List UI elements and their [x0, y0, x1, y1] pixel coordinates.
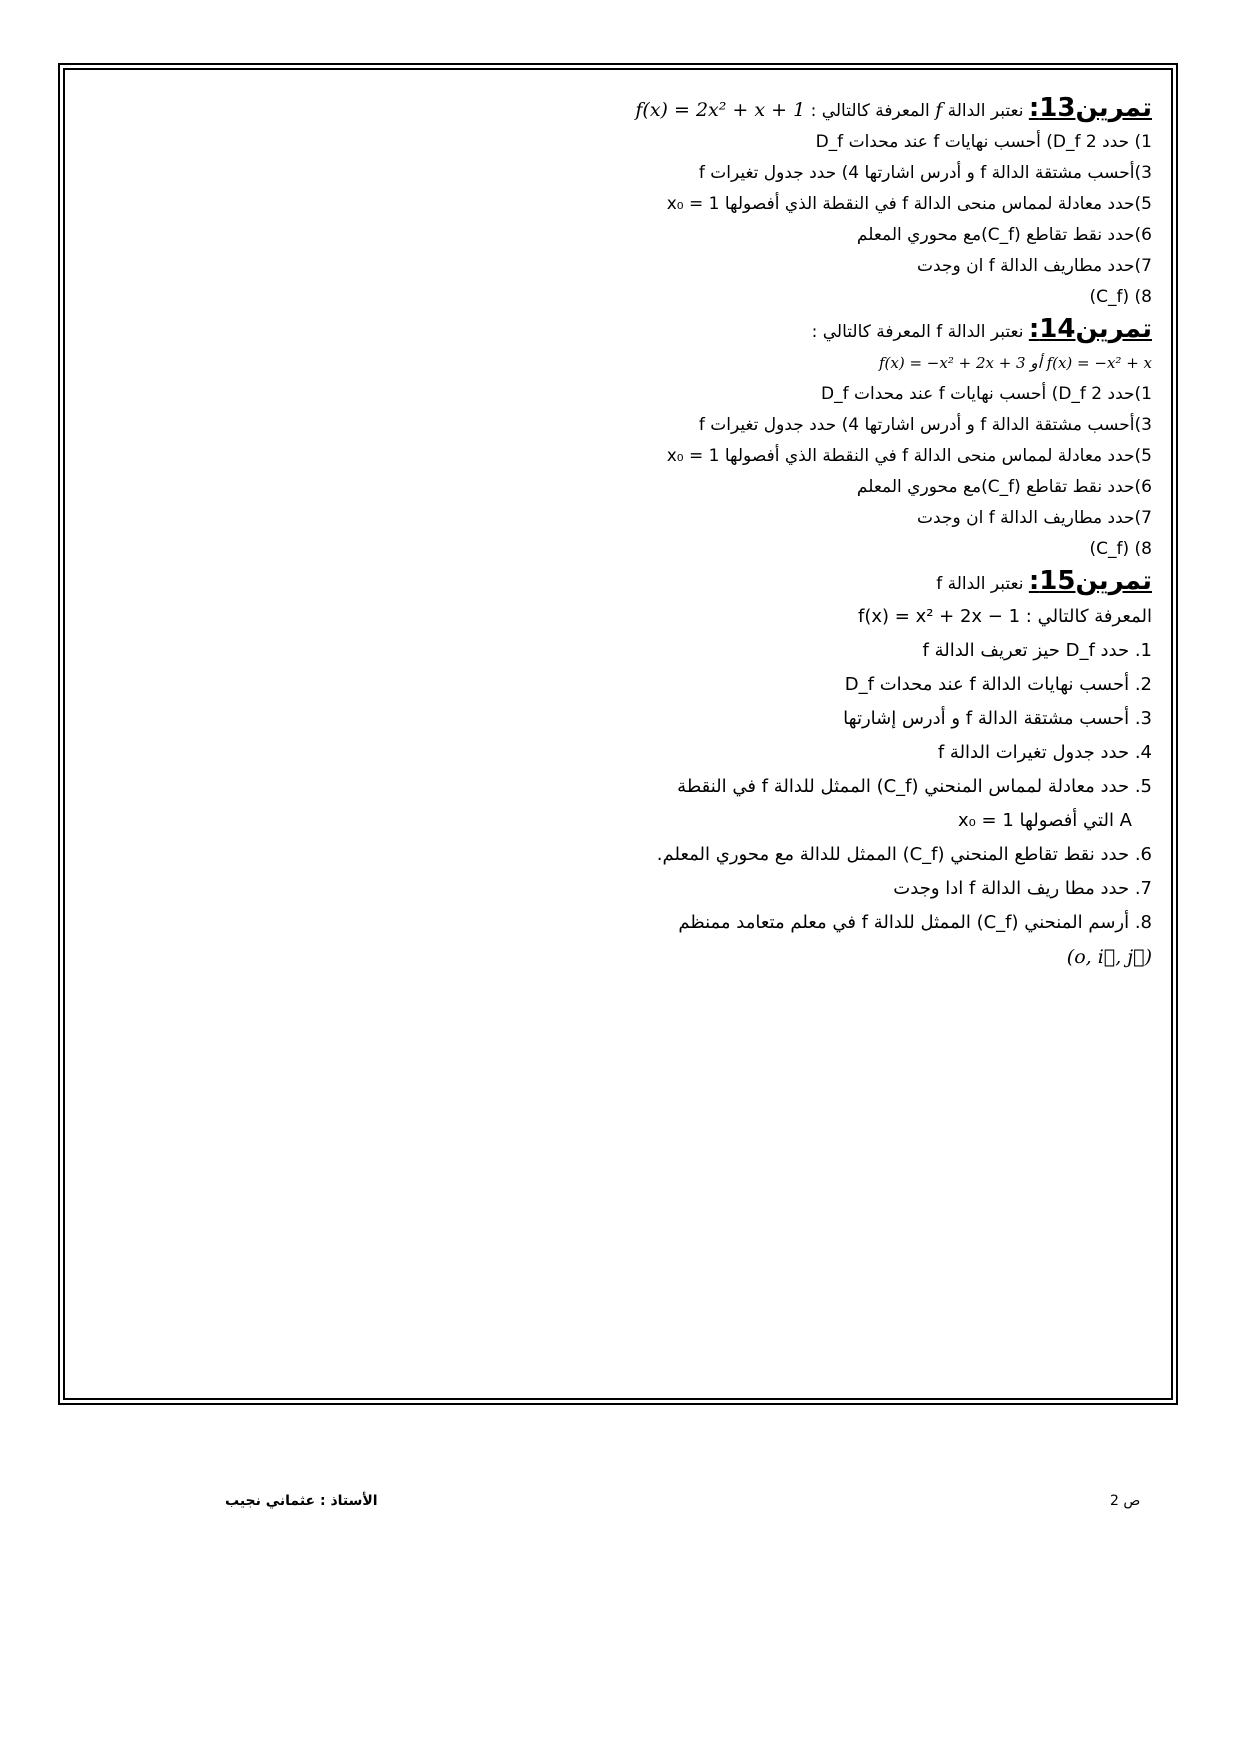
exercise-13-line-2: 3)أحسب مشتقة الدالة f و أدرس اشارتها 4) حدد جدول تغيرات f: [698, 163, 1152, 183]
exercise-13-intro2: المعرفة كالتالي :: [810, 101, 930, 121]
exercise-15-heading: تمرين15:: [1028, 566, 1152, 596]
exercise-14-line-5: 7)حدد مطاريف الدالة f ان وجدت: [917, 508, 1152, 528]
exercise-13-line-1: 1) حدد D_f 2) أحسب نهايات f عند محدات D_f: [815, 132, 1152, 152]
exercise-15-intro: نعتبر الدالة f: [936, 574, 1024, 594]
exercise-15-item-2: 2. أحسب نهايات الدالة f عند محدات D_f: [844, 674, 1152, 695]
exercise-14-line-3: 5)حدد معادلة لمماس منحى الدالة f في النقطة الذي أفصولها x₀ = 1: [666, 446, 1152, 466]
exercise-13: [592, 92, 1152, 313]
exercise-13-intro: نعتبر الدالة: [947, 101, 1024, 121]
exercise-14-line-1: 1)حدد D_f 2) أحسب نهايات f عند محدات D_f: [821, 384, 1152, 404]
exercise-14-formula: f(x) = −x² + 2x + 3 أو f(x) = −x² + x: [878, 354, 1152, 372]
exercise-13-heading: تمرين13:: [1028, 93, 1152, 123]
exercise-13-formula: f(x) = 2x² + x + 1: [635, 99, 806, 121]
exercise-13-line-5: 7)حدد مطاريف الدالة f ان وجدت: [917, 256, 1152, 276]
exercise-14-line-4: 6)حدد نقط تقاطع (C_f)مع محوري المعلم: [856, 477, 1152, 497]
exercise-14-title-line: [592, 313, 1152, 348]
exercise-15-item-7: 7. حدد مطا ريف الدالة f ادا وجدت: [893, 878, 1152, 899]
exercise-15-item-1: 1. حدد D_f حيز تعريف الدالة f: [922, 640, 1152, 661]
exercise-14-heading: تمرين14:: [1028, 314, 1152, 344]
exercise-15-title-line: [592, 565, 1152, 600]
exercise-15-item-4: 4. حدد جدول تغيرات الدالة f: [937, 742, 1152, 763]
exercise-13-line-3: 5)حدد معادلة لمماس منحى الدالة f في النقطة الذي أفصولها x₀ = 1: [666, 194, 1152, 214]
footer-page-number: ص 2: [1110, 1493, 1141, 1509]
footer-teacher: الأستاذ : عثماني نجيب: [225, 1493, 378, 1509]
exercise-14: [592, 313, 1152, 565]
exercise-13-line-4: 6)حدد نقط تقاطع (C_f)مع محوري المعلم: [856, 225, 1152, 245]
exercise-14-line-2: 3)أحسب مشتقة الدالة f و أدرس اشارتها 4) حدد جدول تغيرات f: [698, 415, 1152, 435]
exercise-15-item-8-cont: (o, i⃗, j⃗): [1066, 946, 1152, 968]
exercise-14-line-6: 8) (C_f): [1089, 539, 1152, 559]
exercise-15-formula-line: المعرفة كالتالي : f(x) = x² + 2x − 1: [858, 606, 1152, 627]
exercise-13-title-line: تمرين13: نعتبر الدالة f المعرفة كالتالي : f(x) = 2x² + x + 1: [592, 92, 1152, 127]
exercise-14-intro: نعتبر الدالة f المعرفة كالتالي :: [811, 322, 1024, 342]
exercise-15-item-8: 8. أرسم المنحني (C_f) الممثل للدالة f في معلم متعامد ممنظم: [678, 912, 1152, 933]
exercise-15-item-3: 3. أحسب مشتقة الدالة f و أدرس إشارتها: [843, 708, 1152, 729]
exercise-15: [592, 565, 1152, 975]
exercise-15-item-6: 6. حدد نقط تقاطع المنحني (C_f) الممثل للدالة مع محوري المعلم.: [656, 844, 1152, 865]
exercise-13-line-6: 8) (C_f): [1089, 287, 1152, 307]
exercise-15-item-5: 5. حدد معادلة لمماس المنحني (C_f) الممثل للدالة f في النقطة: [677, 776, 1152, 797]
exercise-15-item-5-cont: A التي أفصولها x₀ = 1: [957, 810, 1132, 831]
exercises-content: [592, 92, 1152, 975]
